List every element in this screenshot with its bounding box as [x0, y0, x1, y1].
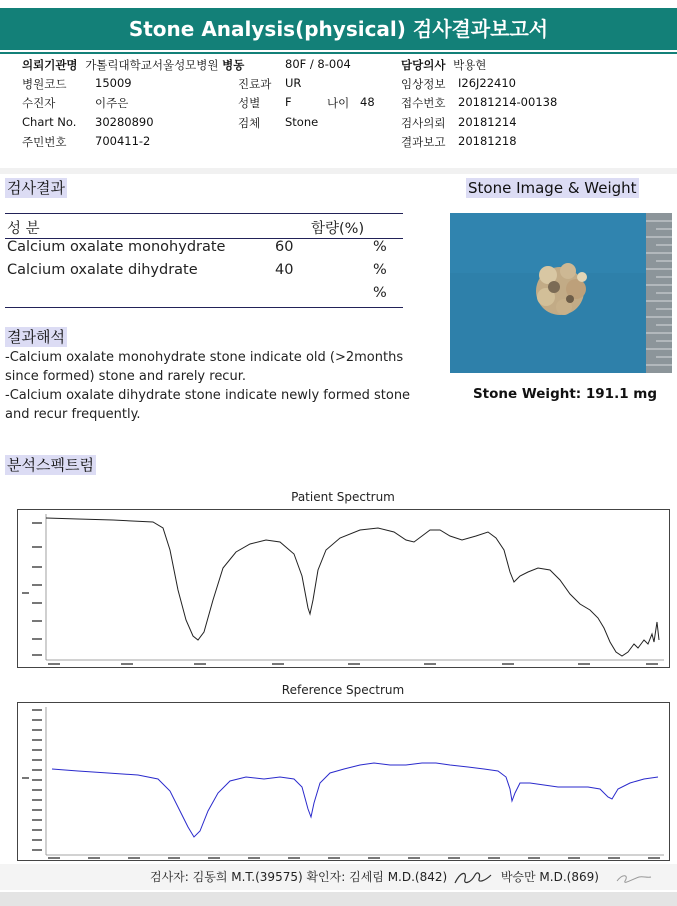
- report-date-value: 20181218: [458, 134, 517, 148]
- component-column-header: 성 분: [7, 221, 40, 237]
- sex-value: F: [285, 95, 292, 109]
- component-amount: 60: [275, 239, 294, 255]
- interpretation-line-1: -Calcium oxalate monohydrate stone indicate old (>2months since formed) stone and rarely recur.: [5, 350, 404, 384]
- department-value: UR: [285, 76, 302, 90]
- component-name: Calcium oxalate monohydrate: [7, 239, 226, 255]
- collector-label: 수진자: [22, 96, 56, 110]
- spectrum-section-title: 분석스펙트럼: [7, 456, 94, 474]
- resident-no-label: 주민번호: [22, 135, 67, 149]
- header-divider: [0, 52, 677, 54]
- collector-value: 이주은: [95, 96, 129, 110]
- component-unit: %: [373, 262, 387, 278]
- report-title: Stone Analysis(physical) 검사결과보고서: [0, 8, 677, 50]
- examiner-text: 검사자: 김동희 M.T.(39575) 확인자: 김세림 M.D.(842): [150, 870, 448, 884]
- request-date-label: 검사의뢰: [401, 116, 446, 130]
- patient-spectrum-graphic: [18, 510, 669, 667]
- component-unit: %: [373, 239, 387, 255]
- component-name: Calcium oxalate dihydrate: [7, 262, 198, 278]
- report-date-label: 결과보고: [401, 135, 446, 149]
- reference-spectrum-graphic: [18, 703, 669, 860]
- table-row: [5, 284, 403, 307]
- interpretation-line-2: -Calcium oxalate dihydrate stone indicate newly formed stone and recur frequently.: [5, 388, 411, 422]
- stone-weight: Stone Weight: 191.1 mg: [472, 386, 658, 402]
- specimen-label: 검체: [238, 116, 261, 130]
- age-value: 48: [360, 95, 375, 109]
- approver-text: 박승만 M.D.(869): [500, 870, 599, 884]
- bottom-band: [0, 892, 677, 906]
- component-unit: %: [373, 285, 387, 301]
- hospital-code-label: 병원코드: [22, 77, 67, 91]
- accession-label: 접수번호: [401, 96, 446, 110]
- doctor-label: 담당의사: [401, 58, 446, 72]
- composition-header: [5, 213, 403, 239]
- request-date-value: 20181214: [458, 115, 517, 129]
- table-row: [5, 261, 403, 284]
- chart-no-label: Chart No.: [22, 115, 77, 129]
- accession-value: 20181214-00138: [458, 95, 558, 109]
- table-bottom-rule: [5, 307, 403, 308]
- patient-spectrum-chart: [17, 509, 670, 668]
- stone-photo-graphic: [450, 213, 672, 373]
- hospital-code-value: 15009: [95, 76, 132, 90]
- signature-mark-2: [613, 869, 653, 887]
- clinical-info-value: I26J22410: [458, 76, 516, 90]
- sex-label: 성별: [238, 96, 261, 110]
- clinical-info-label: 임상정보: [401, 77, 446, 91]
- specimen-value: Stone: [285, 115, 319, 129]
- patient-spectrum-title: Patient Spectrum: [291, 490, 395, 504]
- signature-line: [150, 868, 653, 887]
- age-label: 나이: [327, 96, 350, 110]
- resident-no-value: 700411-2: [95, 134, 151, 148]
- signature-mark: [451, 869, 497, 887]
- reference-spectrum-title: Reference Spectrum: [281, 683, 405, 697]
- results-section-title: 검사결과: [7, 179, 65, 197]
- doctor-value: 박용현: [453, 58, 487, 72]
- section-divider: [0, 168, 677, 174]
- component-amount: 40: [275, 262, 294, 278]
- department-label: 진료과: [238, 77, 272, 91]
- institution-value: 가톨릭대학교서울성모병원: [85, 58, 219, 72]
- table-row: [5, 238, 403, 261]
- ward-value: 80F / 8-004: [285, 57, 351, 71]
- interpretation-section-title: 결과해석: [7, 328, 65, 346]
- stone-section-title: Stone Image & Weight: [468, 179, 637, 197]
- reference-spectrum-chart: [17, 702, 670, 861]
- amount-column-header: 함량(%): [311, 221, 365, 237]
- stone-photo: [450, 213, 672, 373]
- ward-label: 병동: [222, 58, 245, 72]
- institution-label: 의뢰기관명: [22, 58, 78, 72]
- chart-no-value: 30280890: [95, 115, 154, 129]
